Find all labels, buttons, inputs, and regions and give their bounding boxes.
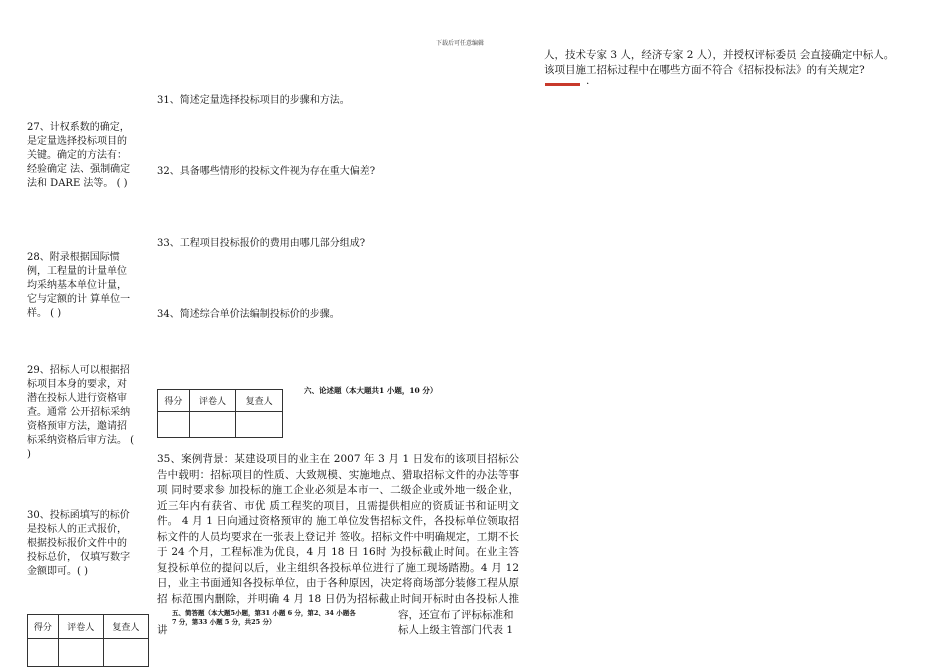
section-5-title	[172, 609, 397, 627]
score-header: 得分	[158, 390, 190, 412]
score-header: 得分	[28, 615, 59, 639]
question-34: 34、简述综合单价法编制投标价的步骤。	[157, 309, 340, 320]
question-27: 27、计权系数的确定，是定量选择投标项目的关键。确定的方法有：经验确定 法、强制确定法和 DARE 法等。 ( )	[27, 122, 131, 189]
question-35-fragment-c: 标人上级主管部门代表 1	[398, 624, 514, 636]
question-33: 33、工程项目投标报价的费用由哪几部分组成?	[157, 238, 366, 249]
grader-cell[interactable]	[189, 412, 236, 438]
grader-cell[interactable]	[58, 639, 103, 667]
section-5-title-line2: 7 分，第33 小题 5 分，共25 分）	[172, 618, 276, 626]
section-6-title: 六、论述题（本大题共1 小题，10 分）	[304, 386, 438, 395]
red-underline-mark	[545, 83, 580, 86]
reviewer-cell[interactable]	[103, 639, 148, 667]
section-5-title-line1: 五、简答题（本大题5小题，第31 小题 6 分，第2、34 小题各	[172, 609, 356, 617]
question-35-text: 35、案例背景：某建设项目的业主在 2007 年 3 月 1 日发布的该项目招标公告中载明：招标项目的性质、大致规模、实施地点、猎取招标文件的办法等事项 同时要求参 加投标的施工企业必须是本市一、二级企业或外地一级企业，近三年内有获省、市优 质工程奖的项目，且需提供相应的资质证书和证明文件。 4 月 1 日向通过资格预审的 施工单位发售招标文件，各投标单位领取招标文件的人员均要求在一张表上登记并 签收。招标文件中明确规定，工期不长于 24 个月，工程标准为优良，4 月 18 日 16时 为投标截止时间。在业主答复投标单位的提问以后，业主组织各投标单位进行了施工现场踏勘。4 月 12 日，业主书面通知各投标单位，由于各种原因，决定将商场部分装修工程从原招 标范围内删除，并明确 4 月 18 日仍为招标截止时间开标时由各投标人推	[157, 453, 519, 605]
grader-header: 评卷人	[58, 615, 103, 639]
question-30: 30、投标函填写的标价是投标人的正式报价，根据投标报价文件中的投标总价， 仅填写数字金额即可。( )	[27, 510, 131, 577]
grader-header: 评卷人	[189, 390, 236, 412]
question-28: 28、附录根据国际惯例，工程量的计量单位均采纳基本单位计量，它与定额的计 算单位一样。 ( )	[27, 252, 131, 319]
score-table-section6	[157, 389, 283, 438]
dot-mark: .	[586, 75, 590, 87]
question-35-fragment-a: 讲	[157, 624, 168, 636]
reviewer-header: 复查人	[103, 615, 148, 639]
score-table-section5	[27, 614, 149, 667]
reviewer-header: 复查人	[236, 390, 283, 412]
score-cell[interactable]	[158, 412, 190, 438]
case-continuation-line1: 人，技术专家 3 人，经济专家 2 人），并授权评标委员 会直接确定中标人。	[544, 49, 895, 61]
score-cell[interactable]	[28, 639, 59, 667]
reviewer-cell[interactable]	[236, 412, 283, 438]
question-35-fragment-b: 容，还宣布了评标标准和	[398, 609, 514, 621]
question-31: 31、简述定量选择投标项目的步骤和方法。	[157, 95, 350, 106]
question-32: 32、具备哪些情形的投标文件视为存在重大偏差?	[157, 166, 376, 177]
case-question-line: 该项目施工招标过程中在哪些方面不符合《招标投标法》的有关规定?	[544, 64, 865, 76]
question-29: 29、招标人可以根据招标项目本身的要求，对潜在投标人进行资格审查。通常 公开招标采纳资格预审方法，邀请招标采纳资格后审方法。 ( )	[27, 365, 135, 460]
page-header-note: 下载后可任意编辑	[436, 40, 485, 47]
